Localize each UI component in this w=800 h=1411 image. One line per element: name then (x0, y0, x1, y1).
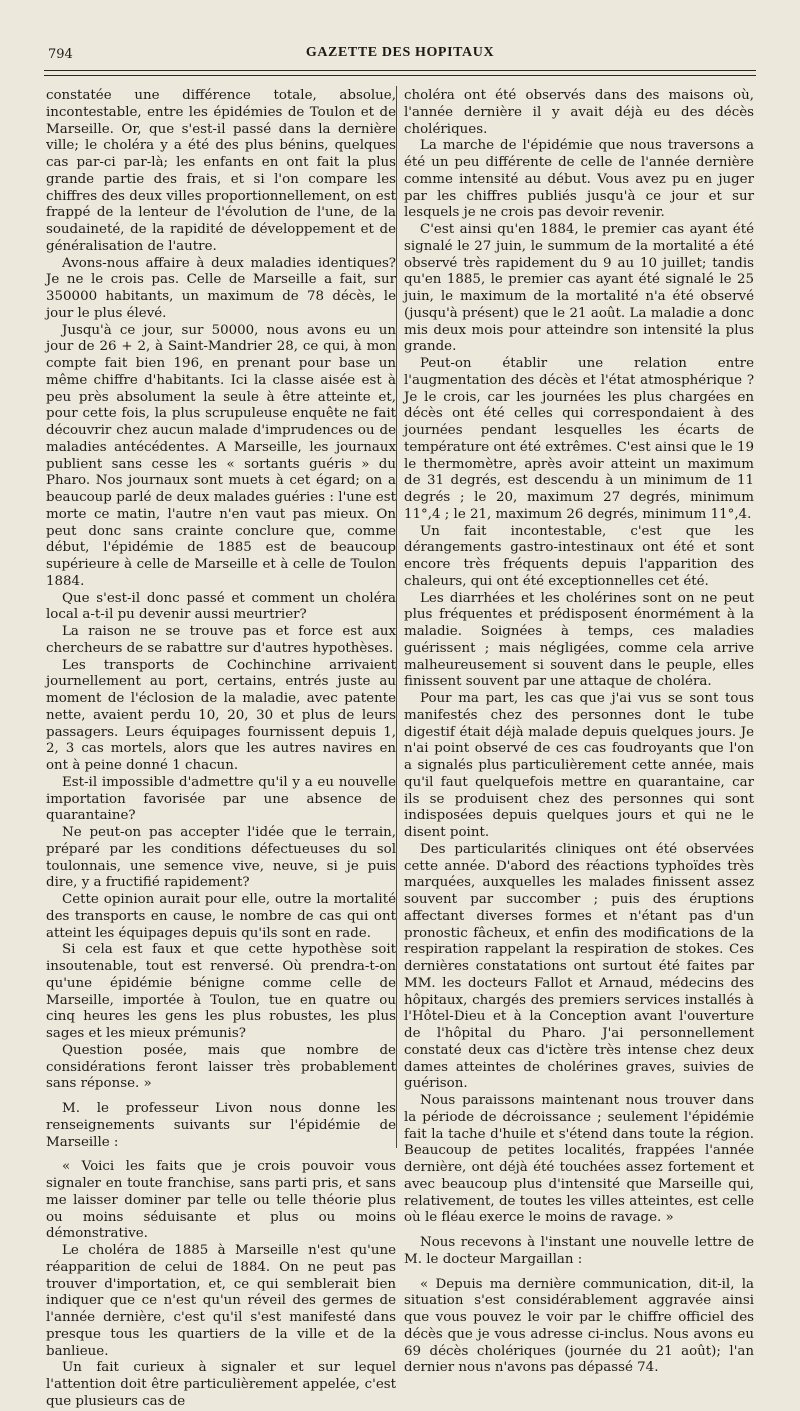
paragraph: Les transports de Cochinchine arrivaient journellement au port, certains, entrés juste au moment de l'éclosion de la maladie, avec patente nette, avaient perdu 10, 20, 30 et plus de leurs passagers. Leurs équipages fournissent depuis 1, 2, 3 cas mortels, alors que les autres navires en ont à peine donné 1 chacun. (46, 657, 396, 773)
paragraph: La raison ne se trouve pas et force est aux chercheurs de se rabattre sur d'autres hypothèses. (46, 624, 396, 656)
paragraph: Est-il impossible d'admettre qu'il y a eu nouvelle importation favorisée par une absence de quarantaine? (46, 774, 396, 824)
paragraph: choléra ont été observés dans des maisons où, l'année dernière il y avait déjà eu des décès cholériques. (404, 88, 754, 137)
paragraph: « Depuis ma dernière communication, dit-il, la situation s'est considérablement aggravée ainsi que vous pouvez le voir par le chiffre officiel des décès que je vous adresse ci-inclus. Nous avons eu 69 décès cholériques (journée du 21 août); l'an dernier nous n'avons pas dépassé 74. (404, 1276, 754, 1376)
paragraph: Le choléra de 1885 à Marseille n'est qu'une réapparition de celui de 1884. On ne peut pas trouver d'importation, et, ce qui semblerait bien indiquer que ce n'est qu'un réveil des germes de l'année dernière, c'est qu'il s'est manifesté dans presque tous les quartiers de la ville et de la banlieue. (46, 1243, 396, 1359)
page-number: 794 (48, 47, 73, 62)
paragraph: M. le professeur Livon nous donne les renseignements suivants sur l'épidémie de Marseille : (46, 1101, 396, 1150)
paragraph: Un fait incontestable, c'est que les dérangements gastro-intestinaux ont été et sont encore très fréquents depuis l'apparition des chaleurs, qui ont été exceptionnelles cet été. (404, 523, 754, 589)
paragraph: Ne peut-on pas accepter l'idée que le terrain, préparé par les conditions défectueuses du sol toulonnais, une semence vive, neuve, si je puis dire, y a fructifié rapidement? (46, 825, 396, 891)
paragraph: constatée une différence totale, absolue, incontestable, entre les épidémies de Toulon et de Marseille. Or, que s'est-il passé dans la dernière ville; le choléra y a été des plus bénins, quelques cas par-ci par-là; les enfants en ont fait la plus grande partie des frais, et si l'on compare les chiffres des deux villes proportionnellement, on est frappé de la lenteur de l'évolution de l'une, de la soudaineté, de la rapidité de développement et de généralisation de l'autre. (46, 88, 396, 254)
paragraph: Que s'est-il donc passé et comment un choléra local a-t-il pu devenir aussi meurtrier? (46, 590, 396, 623)
paragraph: Pour ma part, les cas que j'ai vus se sont tous manifestés chez des personnes dont le tube digestif était déjà malade depuis quelques jours. Je n'ai point observé de ces cas foudroyants que l'on a signalés plus particulièrement cette année, mais qu'il faut quelquefois mettre en quarantaine, car ils se produisent chez des personnes qui sont indisposées depuis quelques jours et qui ne le disent point. (404, 691, 754, 840)
paragraph: C'est ainsi qu'en 1884, le premier cas ayant été signalé le 27 juin, le summum de la mortalité a été observé très rapidement du 9 au 10 juillet; tandis qu'en 1885, le premier cas ayant été signalé le 25 juin, le maximum de la mortalité n'a été observé (jusqu'à présent) que le 21 août. La maladie a donc mis deux mois pour atteindre son intensité la plus grande. (404, 222, 754, 355)
paragraph: Jusqu'à ce jour, sur 50000, nous avons eu un jour de 26 + 2, à Saint-Mandrier 28, ce qui, à mon compte fait bien 196, en prenant pour base un même chiffre d'habitants. Ici la classe aisée est à peu près absolument la seule à être atteinte et, pour cette fois, la plus scrupuleuse enquête ne fait découvrir chez aucun malade d'imprudences ou de maladies antécédentes. A Marseille, les journaux publient sans cesse les « sortants guéris » du Pharo. Nos journaux sont muets à cet égard; on a beaucoup parlé de deux malades guéries : l'une est morte ce matin, l'autre n'en vaut pas mieux. On peut donc sans crainte conclure que, comme début, l'épidémie de 1885 est de beaucoup supérieure à celle de Marseille et à celle de Toulon 1884. (46, 322, 396, 589)
paragraph: La marche de l'épidémie que nous traversons a été un peu différente de celle de l'année dernière comme intensité au début. Vous avez pu en juger par les chiffres publiés jusqu'à ce jour et sur lesquels je ne crois pas devoir revenir. (404, 138, 754, 221)
paragraph: Un fait curieux à signaler et sur lequel l'attention doit être particulièrement appelée, c'est que plusieurs cas de (46, 1360, 396, 1409)
column-separator (396, 86, 397, 1148)
page-header (44, 44, 756, 68)
header-rule-double (44, 75, 756, 76)
paragraph: Question posée, mais que nombre de considérations feront laisser très probablement sans réponse. » (46, 1042, 396, 1092)
right-column (404, 88, 754, 1377)
paragraph: Les diarrhées et les cholérines sont on ne peut plus fréquentes et prédisposent énormément à la maladie. Soignées à temps, ces maladies guérissent ; mais négligées, comme cela arrive malheureusement si souvent dans le peuple, elles finissent souvent par une attaque de choléra. (404, 590, 754, 690)
paragraph: Nous paraissons maintenant nous trouver dans la période de décroissance ; seulement l'épidémie fait la tache d'huile et s'étend dans toute la région. Beaucoup de petites localités, frappées l'année dernière, ont déjà été touchées assez fortement et avec beaucoup plus d'intensité que Marseille qui, relativement, de toutes les villes atteintes, est celle où le fléau exerce le moins de ravage. » (404, 1093, 754, 1226)
paragraph: Cette opinion aurait pour elle, outre la mortalité des transports en cause, le nombre de cas qui ont atteint les équipages depuis qu'ils sont en rade. (46, 892, 396, 941)
paragraph: Des particularités cliniques ont été observées cette année. D'abord des réactions typhoïdes très marquées, auxquelles les malades finissent assez souvent par succomber ; puis des éruptions affectant diverses formes et n'étant pas d'un pronostic fâcheux, et enfin des modifications de la respiration rappelant la respiration de stokes. Ces dernières constatations ont surtout été faites par MM. les docteurs Fallot et Arnaud, médecins des hôpitaux, chargés des premiers services installés à l'Hôtel-Dieu et à la Conception avant l'ouverture de l'hôpital du Pharo. J'ai personnellement constaté deux cas d'ictère très intense chez deux dames atteintes de cholérines graves, suivies de guérison. (404, 841, 754, 1092)
paragraph: Avons-nous affaire à deux maladies identiques? Je ne le crois pas. Celle de Marseille a fait, sur 350000 habitants, un maximum de 78 décès, le jour le plus élevé. (46, 255, 396, 321)
paragraph: Si cela est faux et que cette hypothèse soit insoutenable, tout est renversé. Où prendra-t-on qu'une épidémie bénigne comme celle de Marseille, importée à Toulon, tue en quatre ou cinq heures les gens les plus robustes, les plus sages et les mieux prémunis? (46, 942, 396, 1041)
paragraph: Peut-on établir une relation entre l'augmentation des décès et l'état atmosphérique ? Je le crois, car les journées les plus chargées en décès ont été celles qui correspondaient à des journées pendant lesquelles les écarts de température ont été extrêmes. C'est ainsi que le 19 le thermomètre, après avoir atteint un maximum de 31 degrés, est descendu à un minimum de 11 degrés ; le 20, maximum 27 degrés, minimum 11°,4 ; le 21, maximum 26 degrés, minimum 11°,4. (404, 356, 755, 522)
journal-title: GAZETTE DES HOPITAUX (305, 45, 495, 60)
paragraph: « Voici les faits que je crois pouvoir vous signaler en toute franchise, sans parti pris, et sans me laisser dominer par telle ou telle théorie plus ou moins séduisante et plus ou moins démonstrative. (46, 1159, 396, 1242)
header-rule (44, 70, 756, 71)
paragraph: Nous recevons à l'instant une nouvelle lettre de M. le docteur Margaillan : (404, 1235, 754, 1267)
left-column (46, 88, 396, 1411)
